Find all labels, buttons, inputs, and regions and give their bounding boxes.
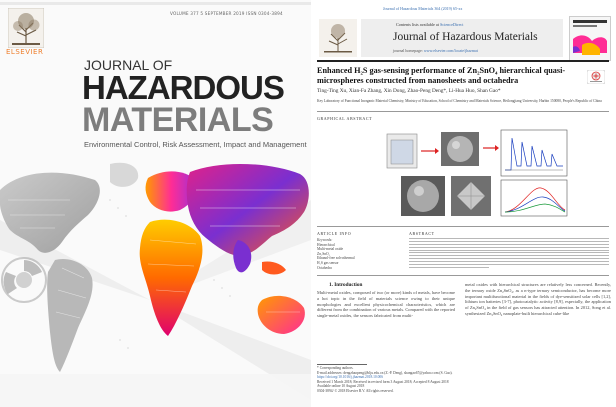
introduction-column-1: Multi-metal oxides, composed of two (or more) kinds of metals, have become a hot topic in the field of materials science owing to their unique morphologies and excellent physicochemical characteristics, which are different from the combination of various metals. Compared with the reported single-metal oxides, the sensors fabricated from multi-: [317, 290, 455, 319]
citation-line: Journal of Hazardous Materials 364 (2019) 65-xx: [383, 6, 463, 11]
article-first-page: [311, 0, 616, 407]
world-map-artwork: [0, 160, 311, 407]
keyword-item: H₂S gas sensor: [317, 260, 339, 265]
doi-link[interactable]: https://doi.org/10.1016/j.jhazmat.2018.10.006: [317, 375, 384, 380]
journal-title-prefix: JOURNAL OF: [84, 57, 173, 73]
contents-prefix: Contents lists available at: [396, 22, 440, 27]
contents-line: [396, 22, 463, 27]
section-rule-3: [317, 275, 609, 276]
abstract-text-lines: [409, 238, 609, 270]
keyword-item: Hierarchical: [317, 242, 335, 247]
journal-homepage-line: [393, 48, 478, 53]
journal-title-word2: MATERIALS: [82, 101, 274, 139]
keyword-item: Zn₂SnO₄: [317, 251, 330, 256]
keyword-item: Multi-metal oxide: [317, 247, 344, 252]
footnote-rule: [317, 364, 367, 365]
keywords-label: Keywords:: [317, 238, 333, 242]
keyword-item: Ethanol-free solvothermal: [317, 256, 355, 261]
homepage-link[interactable]: www.elsevier.com/locate/jhazmat: [423, 48, 478, 53]
keyword-item: Octahedra: [317, 265, 332, 270]
abstract-label: ABSTRACT: [409, 231, 435, 236]
elsevier-tree-logo: [8, 8, 44, 48]
introduction-heading: 1. Introduction: [329, 282, 363, 288]
article-title: Enhanced H₂S gas-sensing performance of Zn₂SnO₄ hierarchical quasi-microspheres constructed from nanosheets and octahedra: [317, 66, 566, 85]
footnotes: [317, 366, 467, 394]
header-rule: [317, 60, 609, 62]
author-list: Ting-Ting Xu, Xian-Fa Zhang, Xin Dong, Zhao-Peng Deng*, Li-Hua Huo, Shan Gao*: [317, 88, 501, 94]
journal-title: Journal of Hazardous Materials: [393, 31, 538, 43]
journal-cover-thumbnail: [569, 16, 611, 61]
journal-subtitle: Environmental Control, Risk Assessment, Impact and Management: [84, 140, 307, 149]
article-info-label: ARTICLE INFO: [317, 231, 352, 236]
section-rule-2: [317, 226, 609, 227]
footnote-email: E-mail addresses: dengzhaopeng@hlju.edu.cn (Z.-P. Deng), shangao67@yahoo.com (S. Gao).: [317, 370, 453, 375]
graphical-abstract-label: GRAPHICAL ABSTRACT: [317, 116, 373, 121]
received-dates: Received 1 March 2018; Received in revised form 3 August 2018; Accepted 8 August 2018: [317, 379, 449, 384]
sciencedirect-link[interactable]: ScienceDirect: [439, 22, 464, 27]
volume-line: VOLUME 377 5 SEPTEMBER 2019 ISSN 0304-3894: [170, 11, 283, 16]
graphical-abstract-figure: [381, 126, 571, 221]
elsevier-logo-small: [319, 19, 357, 57]
footnote-corresponding: * Corresponding authors.: [317, 366, 354, 370]
crossmark-icon[interactable]: [587, 70, 605, 84]
journal-title-word1: HAZARDOUS: [82, 69, 284, 106]
affiliation: Key Laboratory of Functional Inorganic Material Chemistry, Ministry of Education, School of Chemistry and Materials Science, Heilongjiang University, Harbin 150080, People's Republic of China: [317, 99, 602, 103]
publisher-name: ELSEVIER: [6, 48, 44, 56]
section-rule: [317, 111, 609, 112]
introduction-column-2: metal oxides with hierarchical structures are relatively less concerned. Recently, the ternary oxide Zn₂SnO₄, as a n-type ternary semiconductor, has become more important multifunctional material in the fields of dye-sensitized solar cells [1,2], lithium ion batteries [3-7], photocatalytic activity [8,9], especially, the application of Zn₂SnO₄ in the field of gas sensors has attracted attention. In 2012, Song et al. synthesized Zn₂SnO₄ nanoplate-built hierarchical cube-like: [465, 282, 611, 316]
homepage-prefix: journal homepage:: [393, 48, 424, 53]
available-online: Available online 10 August 2018: [317, 384, 365, 389]
copyright-line: 0304-3894/ © 2018 Elsevier B.V. All rights reserved.: [317, 388, 394, 393]
keywords-block: [317, 238, 397, 270]
